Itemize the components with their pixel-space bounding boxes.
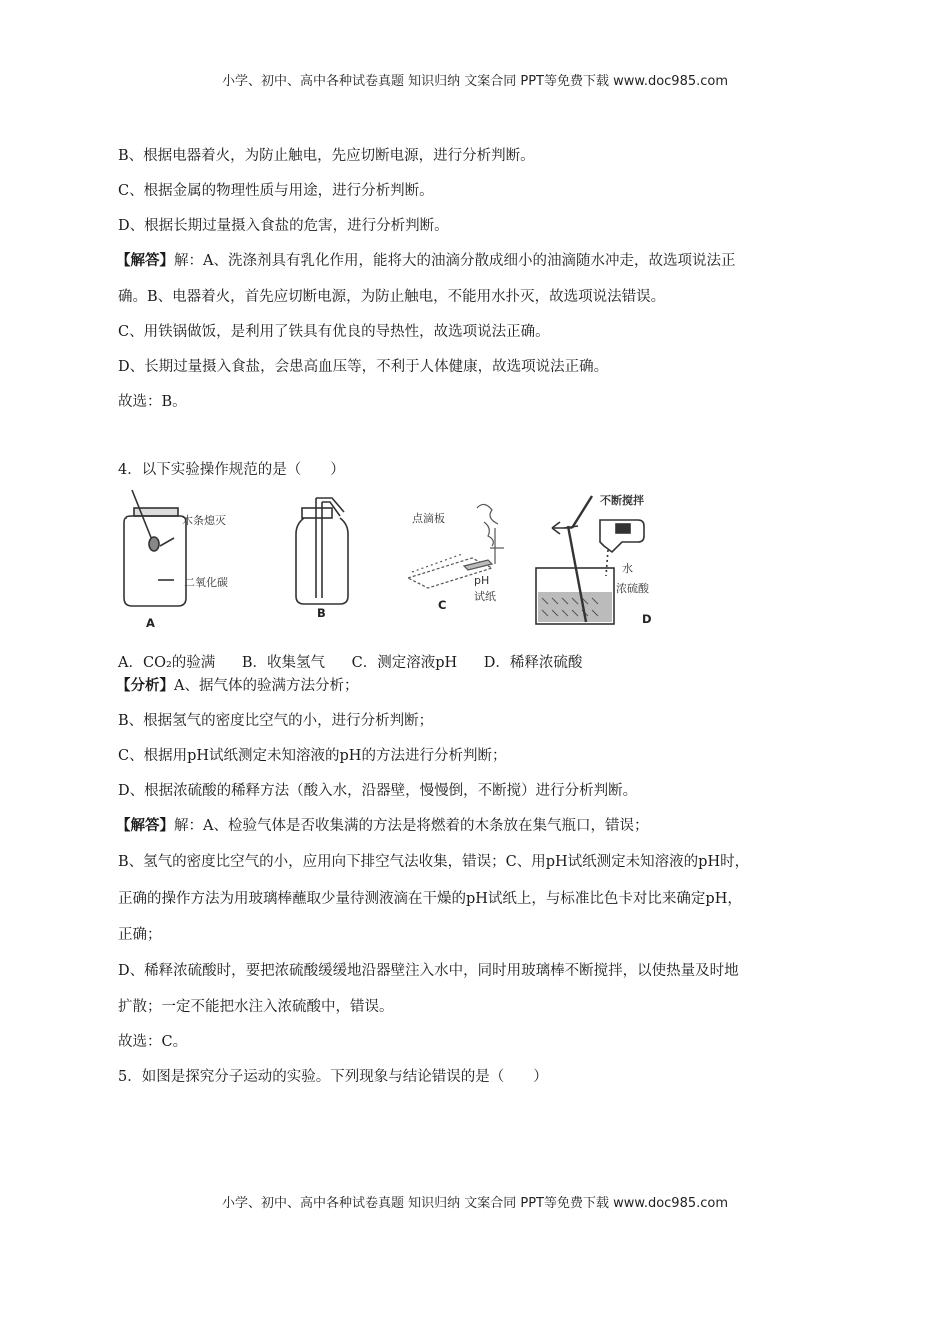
- q3-choice: 故选：B。: [118, 394, 187, 410]
- fig-a-caption1: 木条熄灭: [182, 514, 226, 527]
- fig-c-caption2: pH: [474, 574, 490, 587]
- q4-answer-line2: B、氢气的密度比空气的小，应用向下排空气法收集，错误；C、用pH试纸测定未知溶液的pH时，: [118, 854, 750, 870]
- q4-choice: 故选：C。: [118, 1034, 188, 1050]
- q4-analysis-a-line: [116, 676, 358, 696]
- fig-d-caption1: 不断搅拌: [600, 494, 644, 507]
- q4-figure: [112, 488, 672, 630]
- q3-answer-line1: [116, 251, 735, 271]
- q3-answer-text1: 解：A、洗涤剂具有乳化作用，能将大的油滴分散成细小的油滴随水冲走，故选项说法正: [174, 253, 736, 269]
- q3-analysis-b: B、根据电器着火，为防止触电，先应切断电源，进行分析判断。: [118, 148, 535, 164]
- q4-option-d: D．稀释浓硫酸: [483, 655, 583, 671]
- q4-answer-text1: 解：A、检验气体是否收集满的方法是将燃着的木条放在集气瓶口，错误；: [174, 818, 649, 834]
- fig-c-caption1: 点滴板: [412, 512, 445, 525]
- page-footer: 小学、初中、高中各种试卷真题 知识归纳 文案合同 PPT等免费下载 www.doc985.com: [221, 1196, 729, 1211]
- fig-b-label: B: [317, 606, 326, 620]
- fig-d-caption3: 浓硫酸: [616, 582, 649, 595]
- q4-analysis-b: B、根据氢气的密度比空气的小，进行分析判断；: [118, 713, 434, 729]
- fig-a-caption2: 二氧化碳: [184, 576, 228, 589]
- q3-analysis-d: D、根据长期过量摄入食盐的危害，进行分析判断。: [118, 218, 449, 234]
- q4-options: [118, 653, 604, 673]
- figure-b-bottle: [296, 498, 348, 604]
- fig-d-label: D: [642, 612, 652, 626]
- q3-answer-label: 【解答】: [116, 252, 174, 269]
- figure-a-jar: [124, 490, 186, 606]
- page-header: 小学、初中、高中各种试卷真题 知识归纳 文案合同 PPT等免费下载 www.doc985.com: [221, 74, 729, 89]
- fig-d-caption2: 水: [622, 562, 633, 575]
- q4-option-b: B．收集氢气: [241, 655, 326, 671]
- q3-answer-line3: C、用铁锅做饭，是利用了铁具有优良的导热性，故选项说法正确。: [118, 324, 550, 340]
- q4-analysis-d: D、根据浓硫酸的稀释方法（酸入水，沿器壁，慢慢倒，不断搅）进行分析判断。: [118, 783, 638, 799]
- fig-a-label: A: [146, 616, 155, 630]
- q4-figure-drawing: [112, 488, 672, 630]
- q5-question: 5．如图是探究分子运动的实验。下列现象与结论错误的是（ ）: [118, 1069, 548, 1085]
- q4-analysis-a: A、据气体的验满方法分析；: [174, 678, 359, 694]
- fig-c-label: C: [438, 598, 447, 612]
- q4-answer-line6: 扩散；一定不能把水注入浓硫酸中，错误。: [118, 999, 394, 1015]
- fig-c-caption3: 试纸: [474, 590, 496, 603]
- q3-analysis-c: C、根据金属的物理性质与用途，进行分析判断。: [118, 183, 434, 199]
- q4-answer-line3: 正确的操作方法为用玻璃棒蘸取少量待测液滴在干燥的pH试纸上，与标准比色卡对比来确定pH，: [118, 891, 742, 907]
- q4-option-a: A．CO₂的验满: [118, 655, 216, 671]
- q3-answer-line2: 确。B、电器着火，首先应切断电源，为防止触电，不能用水扑灭，故选项说法错误。: [118, 289, 666, 305]
- q4-answer-line1: [116, 816, 648, 836]
- q4-answer-label: 【解答】: [116, 817, 174, 834]
- q4-option-c: C．测定溶液pH: [351, 655, 458, 671]
- q4-answer-line4: 正确；: [118, 927, 162, 943]
- q4-analysis-label: 【分析】: [116, 677, 174, 694]
- q4-analysis-c: C、根据用pH试纸测定未知溶液的pH的方法进行分析判断；: [118, 748, 507, 764]
- q3-answer-line4: D、长期过量摄入食盐，会患高血压等，不利于人体健康，故选项说法正确。: [118, 359, 609, 375]
- q4-question: 4．以下实验操作规范的是（ ）: [118, 462, 345, 478]
- q4-answer-line5: D、稀释浓硫酸时，要把浓硫酸缓缓地沿器壁注入水中，同时用玻璃棒不断搅拌，以使热量及时地: [118, 963, 739, 979]
